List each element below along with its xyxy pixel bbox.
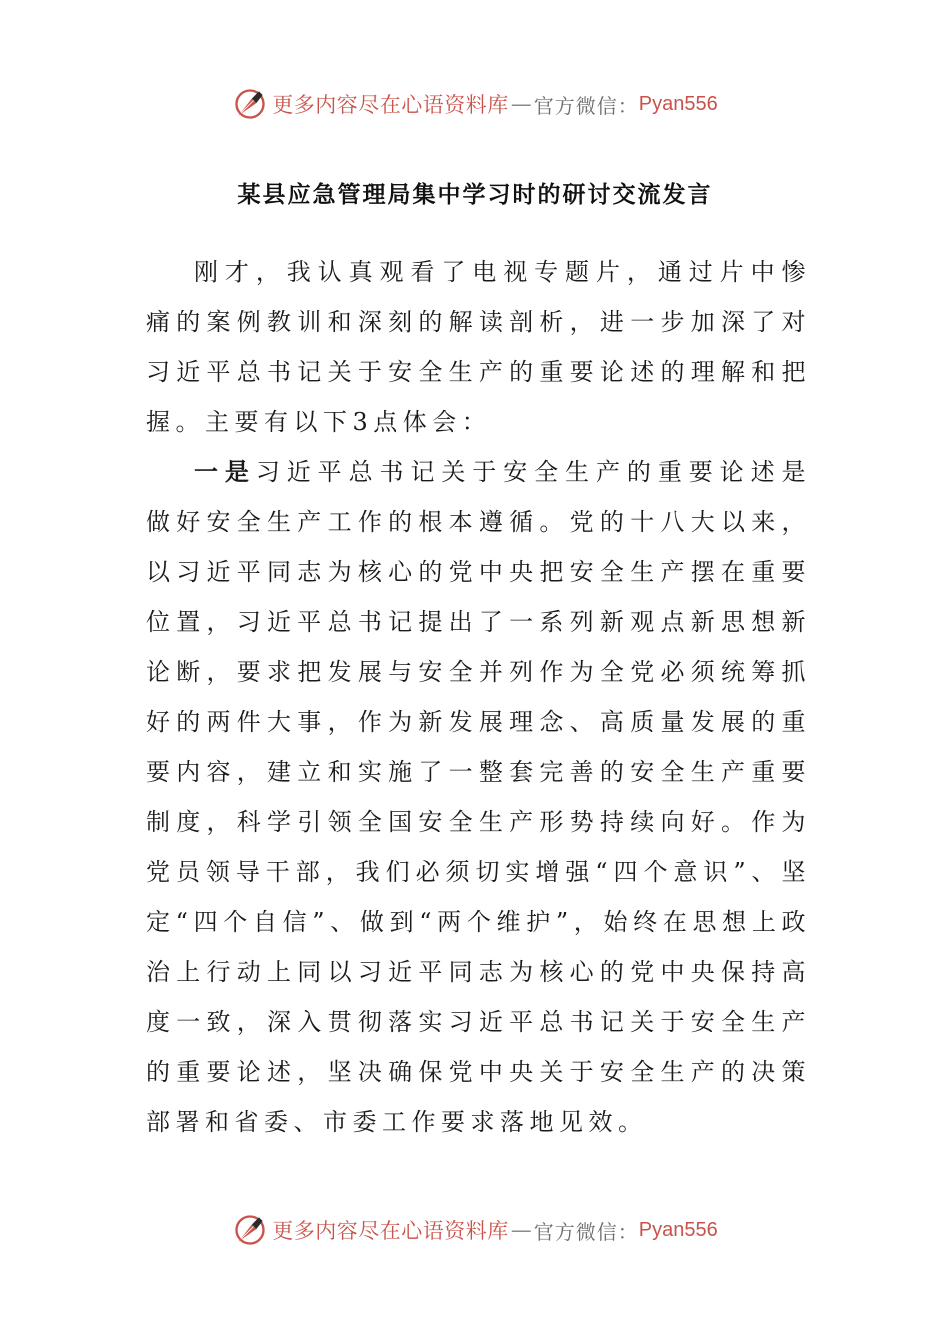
- document-title: 某县应急管理局集中学习时的研讨交流发言: [237, 181, 713, 208]
- footer-promo-text: 更多内容尽在心语资料库: [272, 1219, 509, 1243]
- footer-dash: —: [510, 1218, 532, 1242]
- paragraph-point-one-lead: 一是: [194, 458, 256, 486]
- banner-wechat-id: Pyan556: [638, 92, 718, 115]
- header-banner: [0, 82, 950, 126]
- paragraph-point-one: [146, 447, 811, 1147]
- footer-banner: [0, 1208, 950, 1252]
- pen-nib-logo-icon: [232, 1212, 268, 1248]
- paragraph-intro-text: 刚才，我认真观看了电视专题片，通过片中惨痛的案例教训和深刻的解读剖析，进一步加深了对习近平总书记关于安全生产的重要论述的理解和把握。主要有以下3点体会：: [146, 258, 811, 436]
- footer-wechat-id: Pyan556: [638, 1218, 718, 1241]
- paragraph-intro: [146, 247, 811, 447]
- banner-promo-text: 更多内容尽在心语资料库: [272, 93, 509, 117]
- document-body: [146, 247, 811, 1147]
- footer-wechat-label: 官方微信：: [533, 1219, 639, 1244]
- banner-wechat-label: 官方微信：: [533, 93, 639, 118]
- pen-nib-logo-icon: [232, 86, 268, 122]
- paragraph-point-one-text: 习近平总书记关于安全生产的重要论述是做好安全生产工作的根本遵循。党的十八大以来，以习近平同志为核心的党中央把安全生产摆在重要位置，习近平总书记提出了一系列新观点新思想新论断，要求把发展与安全并列作为全党必须统筹抓好的两件大事，作为新发展理念、高质量发展的重要内容，建立和实施了一整套完善的安全生产重要制度，科学引领全国安全生产形势持续向好。作为党员领导干部，我们必须切实增强“四个意识”、坚定“四个自信”、做到“两个维护”，始终在思想上政治上行动上同以习近平同志为核心的党中央保持高度一致，深入贯彻落实习近平总书记关于安全生产的重要论述，坚决确保党中央关于安全生产的决策部署和省委、市委工作要求落地见效。: [146, 458, 812, 1136]
- banner-dash: —: [510, 92, 532, 116]
